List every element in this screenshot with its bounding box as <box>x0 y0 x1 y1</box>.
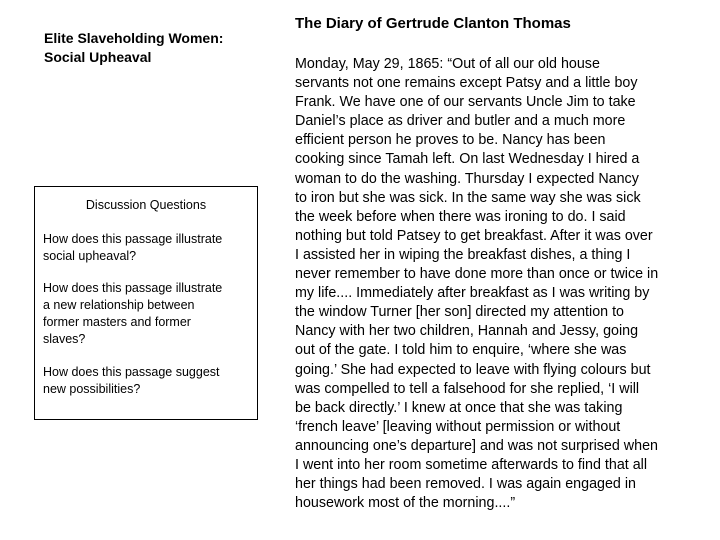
diary-line: Daniel’s place as driver and butler and a much more <box>295 113 626 130</box>
diary-line: going.’ She had expected to leave with flying colours but <box>295 361 651 378</box>
diary-line: the window Turner [her son] directed my attention to <box>295 304 625 321</box>
discussion-question-3 <box>43 364 255 398</box>
diary-line: housework most of the morning....” <box>295 495 516 512</box>
diary-line: the week before when there was ironing to do. I said <box>295 208 626 225</box>
question-line: How does this passage suggest <box>43 365 220 379</box>
discussion-question-1 <box>43 231 255 265</box>
question-line: How does this passage illustrate <box>43 281 223 295</box>
section-title-line: Social Upheaval <box>44 49 152 65</box>
diary-line: be back directly.’ I knew at once that she was taking <box>295 399 623 416</box>
diary-line: ‘french leave’ [leaving without permission or without <box>295 418 621 435</box>
diary-line: to iron but she was sick. In the same way she was sick <box>295 189 641 206</box>
diary-line: my life.... Immediately after breakfast as I was writing by <box>295 285 650 302</box>
diary-excerpt <box>295 55 715 513</box>
discussion-questions-box <box>34 186 258 420</box>
diary-title: The Diary of Gertrude Clanton Thomas <box>295 15 571 32</box>
diary-line: woman to do the washing. Thursday I expected Nancy <box>295 170 639 187</box>
question-line: social upheaval? <box>43 249 137 263</box>
diary-line: nothing but told Patsey to get breakfast. After it was over <box>295 227 653 244</box>
diary-line: Nancy with her two children, Hannah and Jessy, going <box>295 323 639 340</box>
section-title <box>44 29 274 67</box>
discussion-question-2 <box>43 280 255 348</box>
diary-line: efficient person he proves to be. Nancy has been <box>295 132 606 149</box>
diary-line: cooking since Tamah left. On last Wednesday I hired a <box>295 151 640 168</box>
diary-line: servants not one remains except Patsy and a little boy <box>295 75 638 92</box>
diary-line: was compelled to tell a falsehood for she replied, ‘I will <box>295 380 640 397</box>
diary-line: out of the gate. I told him to enquire, ‘where she was <box>295 342 627 359</box>
diary-line: Frank. We have one of our servants Uncle Jim to take <box>295 94 636 111</box>
diary-line: Monday, May 29, 1865: “Out of all our old house <box>295 56 600 72</box>
question-line: slaves? <box>43 332 86 346</box>
question-line: new possibilities? <box>43 382 141 396</box>
discussion-heading: Discussion Questions <box>85 198 207 212</box>
diary-line: I assisted her in wiping the breakfast dishes, a thing I <box>295 246 631 263</box>
diary-line: never remember to have done more than once or twice in <box>295 266 659 283</box>
question-line: former masters and former <box>43 315 191 329</box>
question-line: a new relationship between <box>43 298 195 312</box>
question-line: How does this passage illustrate <box>43 232 223 246</box>
diary-line: announcing one’s departure] and was not surprised when <box>295 437 658 454</box>
diary-line: her things had been removed. I was again engaged in <box>295 476 636 493</box>
section-title-line: Elite Slaveholding Women: <box>44 30 224 46</box>
diary-line: I went into her room sometime afterwards to find that all <box>295 456 648 473</box>
